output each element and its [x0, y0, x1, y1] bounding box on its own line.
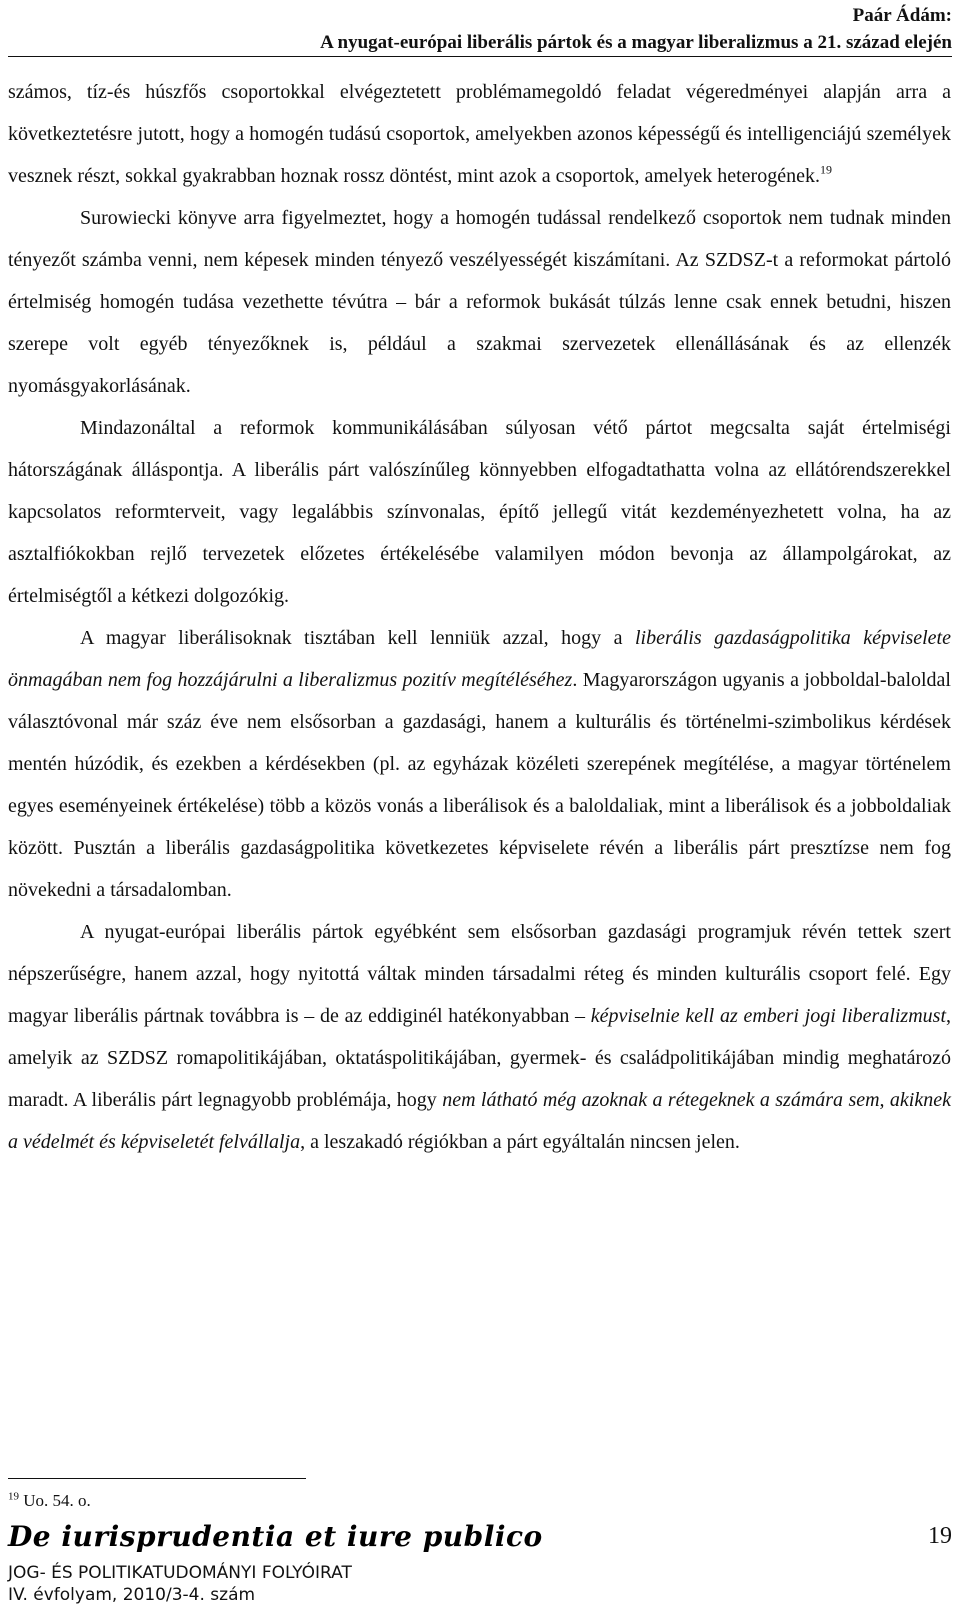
- paragraph-5-text-a: A nyugat-európai liberális pártok egyébként sem elsősorban gazdasági programjuk révén tettek szert népszerűségre, hanem azzal, hogy nyitottá váltak minden társadalmi réteg és minden kulturális csoport felé. Egy magyar liberális pártnak továbbra is – de az eddiginél hatékonyabban –: [8, 921, 951, 1027]
- paragraph-5-text-c: , a leszakadó régiókban a párt egyáltalán nincsen jelen.: [300, 1131, 740, 1153]
- footnote-reference[interactable]: 19: [819, 162, 832, 177]
- paragraph-4: [8, 617, 951, 911]
- paragraph-3-text: Mindazonáltal a reformok kommunikálásában súlyosan vétő pártot megcsalta saját értelmiségi hátországának álláspontja. A liberális párt valószínűleg könnyebben elfogadtathatta volna az ellátórendszerekkel kapcsolatos reformterveit, vagy legalábbis színvonalas, építő jellegű vitát kezdeményezhetett volna, ha az asztalfiókokban rejlő tervezetek előzetes értékelésébe valamilyen módon bevonja az állampolgárokat, az értelmiségtől a kétkezi dolgozókig.: [8, 417, 951, 607]
- journal-volume: IV. évfolyam, 2010/3-4. szám: [8, 1585, 256, 1605]
- paragraph-1-text: számos, tíz-és húszfős csoportokkal elvégeztetett problémamegoldó feladat végeredményei alapján arra a következtetésre jutott, hogy a homogén tudású csoportok, amelyekben azonos képességű és intelligenciájú személyek vesznek részt, sokkal gyakrabban hoznak rossz döntést, mint azok a csoportok, amelyek heterogének.: [8, 81, 951, 187]
- paragraph-2-text: Surowiecki könyve arra figyelmeztet, hogy a homogén tudással rendelkező csoportok nem tudnak minden tényezőt számba venni, nem képesek minden tényező veszélyességét kiszámítani. Az SZDSZ-t a reformokat pártoló értelmiség homogén tudása vezethette tévútra – bár a reformok bukását túlzás lenne csak ennek betudni, hiszen szerepe volt egyéb tényezőknek is, például a szakmai szervezetek ellenállásának és az ellenzék nyomásgyakorlásának.: [8, 207, 951, 397]
- journal-name: JOG- ÉS POLITIKATUDOMÁNYI FOLYÓIRAT: [8, 1563, 352, 1583]
- paragraph-5-emphasis-a: képviselnie kell az emberi jogi liberalizmust: [590, 1005, 947, 1027]
- running-header: [320, 2, 952, 56]
- header-title: A nyugat-európai liberális pártok és a magyar liberalizmus a 21. század elején: [320, 32, 952, 53]
- paragraph-4-text-a: A magyar liberálisoknak tisztában kell lenniük azzal, hogy a: [80, 627, 635, 649]
- paragraph-5: [8, 911, 951, 1163]
- header-author: Paár Ádám:: [852, 5, 952, 26]
- header-rule: [8, 56, 952, 57]
- paragraph-3: [8, 407, 951, 617]
- page-number: 19: [928, 1523, 952, 1549]
- paragraph-5-text-b: , amelyik az SZDSZ romapolitikájában, oktatáspolitikájában, gyermek- és családpolitikájában mindig meghatározó maradt. A liberális párt legnagyobb problémája, hogy: [8, 1005, 952, 1111]
- paragraph-5-emphasis-b: nem látható még azoknak a rétegeknek a számára sem, akiknek a védelmét és képviseletét felvállalja: [8, 1089, 951, 1153]
- paragraph-4-emphasis: liberális gazdaságpolitika képviselete önmagában nem fog hozzájárulni a liberalizmus pozitív megítéléséhez: [8, 627, 951, 691]
- footnote-number: 19: [8, 1490, 19, 1503]
- body-text: [8, 71, 951, 1163]
- footnote: [8, 1490, 91, 1512]
- paragraph-1: [8, 71, 951, 197]
- paragraph-2: [8, 197, 951, 407]
- journal-logo: De iurisprudentia et iure publico: [8, 1520, 543, 1553]
- paragraph-4-text-b: . Magyarországon ugyanis a jobboldal-baloldal választóvonal már száz éve nem elsősorban a gazdasági, hanem a kulturális és történelmi-szimbolikus kérdések mentén húzódik, és ezekben a kérdésekben (pl. az egyházak közéleti szerepének megítélése, a magyar történelem egyes eseményeinek értékelése) több a közös vonás a liberálisok és a baloldaliak, mint a liberálisok és a jobboldaliak között. Pusztán a liberális gazdaságpolitika következetes képviselete révén a liberális párt presztízse nem fog növekedni a társadalomban.: [8, 669, 951, 901]
- footnote-text: Uo. 54. o.: [23, 1491, 91, 1510]
- footnote-rule: [8, 1478, 306, 1479]
